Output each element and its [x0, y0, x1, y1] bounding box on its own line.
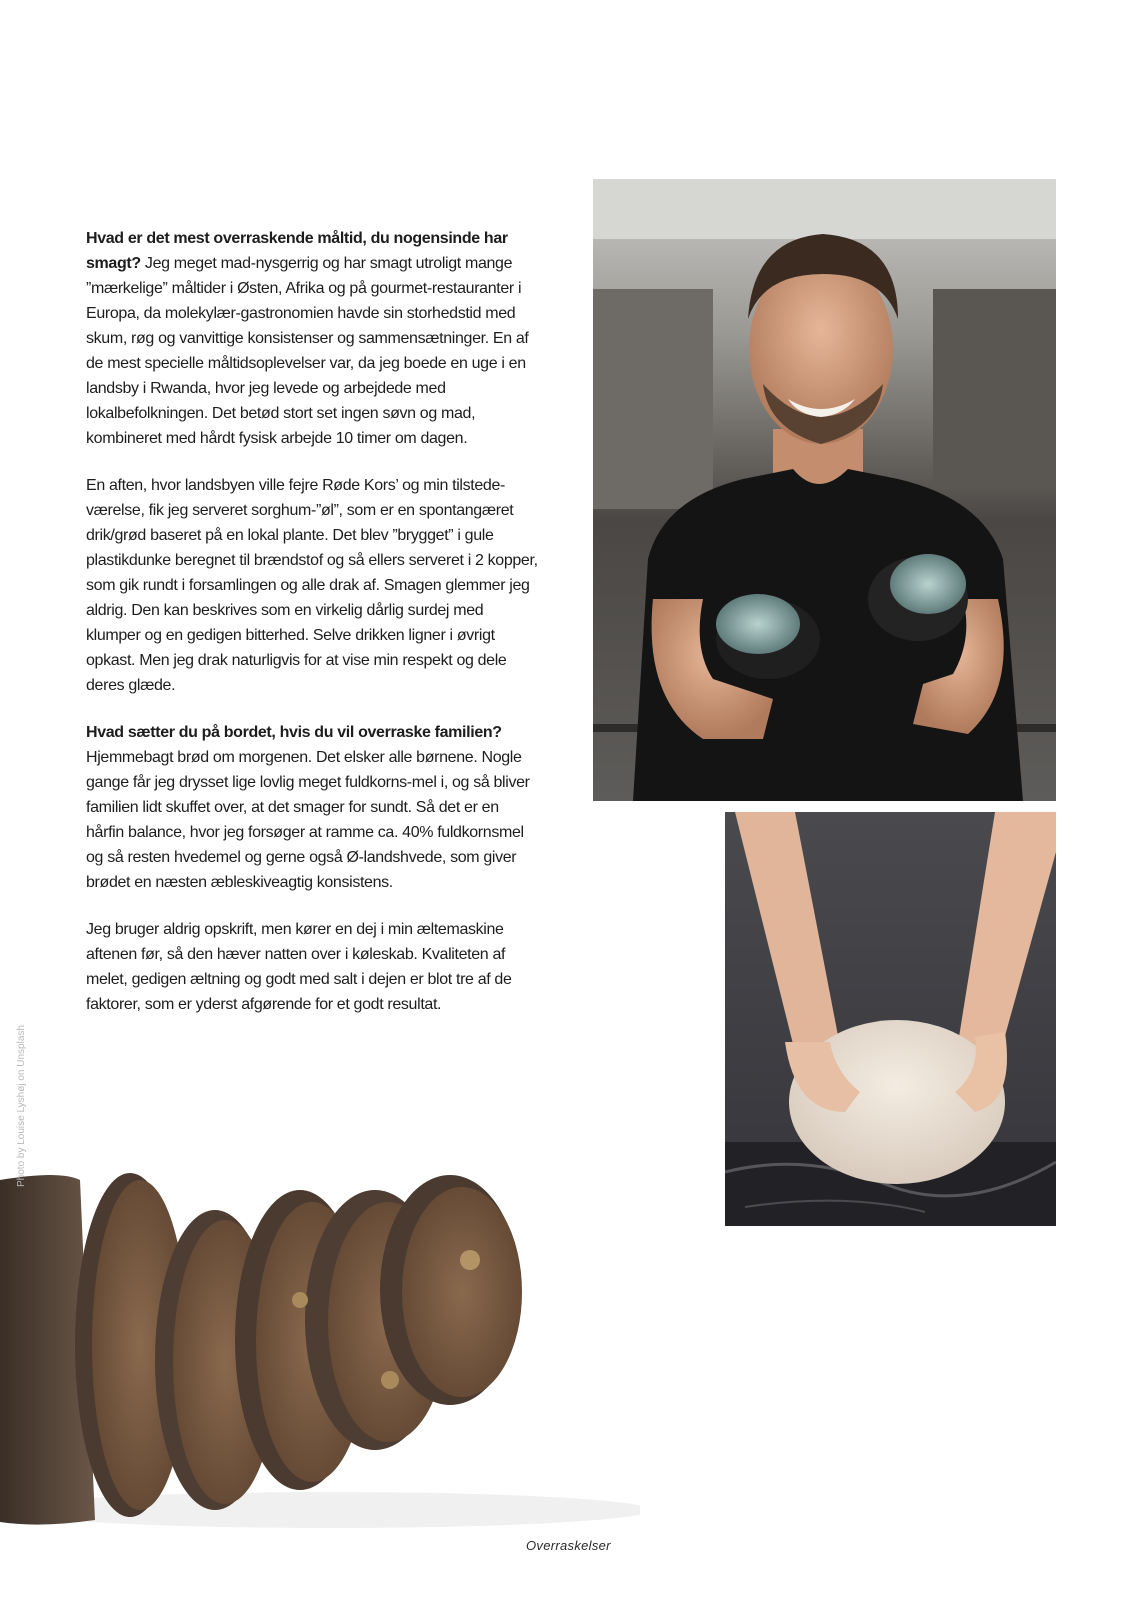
- article-body: [86, 226, 538, 1039]
- paragraph-1: [86, 226, 538, 451]
- paragraph-3: [86, 720, 538, 895]
- question-1: Hvad er det mest overraskende måltid, du nogensinde har smagt?: [86, 230, 508, 272]
- page-footer-section: Overraskelser: [526, 1538, 611, 1553]
- answer-1: Jeg meget mad-nysgerrig og har smagt utroligt mange ”mærkelige” måltider i Østen, Afrika og på gourmet-restauranter i Europa, da molekylær-gastronomien havde sin storhedstid med skum, røg og vanvittige konsistenser og sammensætninger. En af de mest specielle måltidsoplevelser var, da jeg boede en uge i en landsby i Rwanda, hvor jeg levede og arbejdede med lokalbefolkningen. Det betød stort set ingen søvn og mad, kombineret med hårdt fysisk arbejde 10 timer om dagen.: [86, 255, 529, 447]
- bread-slices-photo: [0, 1150, 640, 1530]
- portrait-photo: [593, 179, 1056, 801]
- paragraph-4: Jeg bruger aldrig opskrift, men kører en dej i min æltemaskine aftenen før, så den hæver natten over i køleskab. Kvaliteten af melet, gedigen æltning og godt med salt i dejen er blot tre af de faktorer, som er yderst afgørende for et godt resultat.: [86, 921, 512, 1013]
- question-2: Hvad sætter du på bordet, hvis du vil overraske familien?: [86, 724, 502, 741]
- photo-credit: Photo by Louise Lyshøj on Unsplash: [16, 1025, 27, 1187]
- paragraph-2: En aften, hvor landsbyen ville fejre Røde Kors’ og min tilstede-værelse, fik jeg serveret sorghum-”øl”, som er en spontangæret drik/grød baseret på en lokal plante. Det blev ”brygget” i gule plastikdunke beregnet til brændstof og så ellers serveret i 2 kopper, som gik rundt i forsamlingen og alle drak af. Smagen glemmer jeg aldrig. Den kan beskrives som en virkelig dårlig surdej med klumper og en gedigen bitterhed. Selve drikken ligner i øvrigt opkast. Men jeg drak naturligvis for at vise min respekt og dele deres glæde.: [86, 477, 538, 694]
- dough-photo: [725, 812, 1056, 1226]
- answer-2: Hjemmebagt brød om morgenen. Det elsker alle børnene. Nogle gange får jeg drysset lige lovlig meget fuldkorns-mel i, og så bliver familien lidt skuffet over, at det smager for sundt. Så det er en hårfin balance, hvor jeg forsøger at ramme ca. 40% fuldkornsmel og så resten hvedemel og gerne også Ø-landshvede, som giver brødet en næsten æbleskiveagtig konsistens.: [86, 749, 530, 891]
